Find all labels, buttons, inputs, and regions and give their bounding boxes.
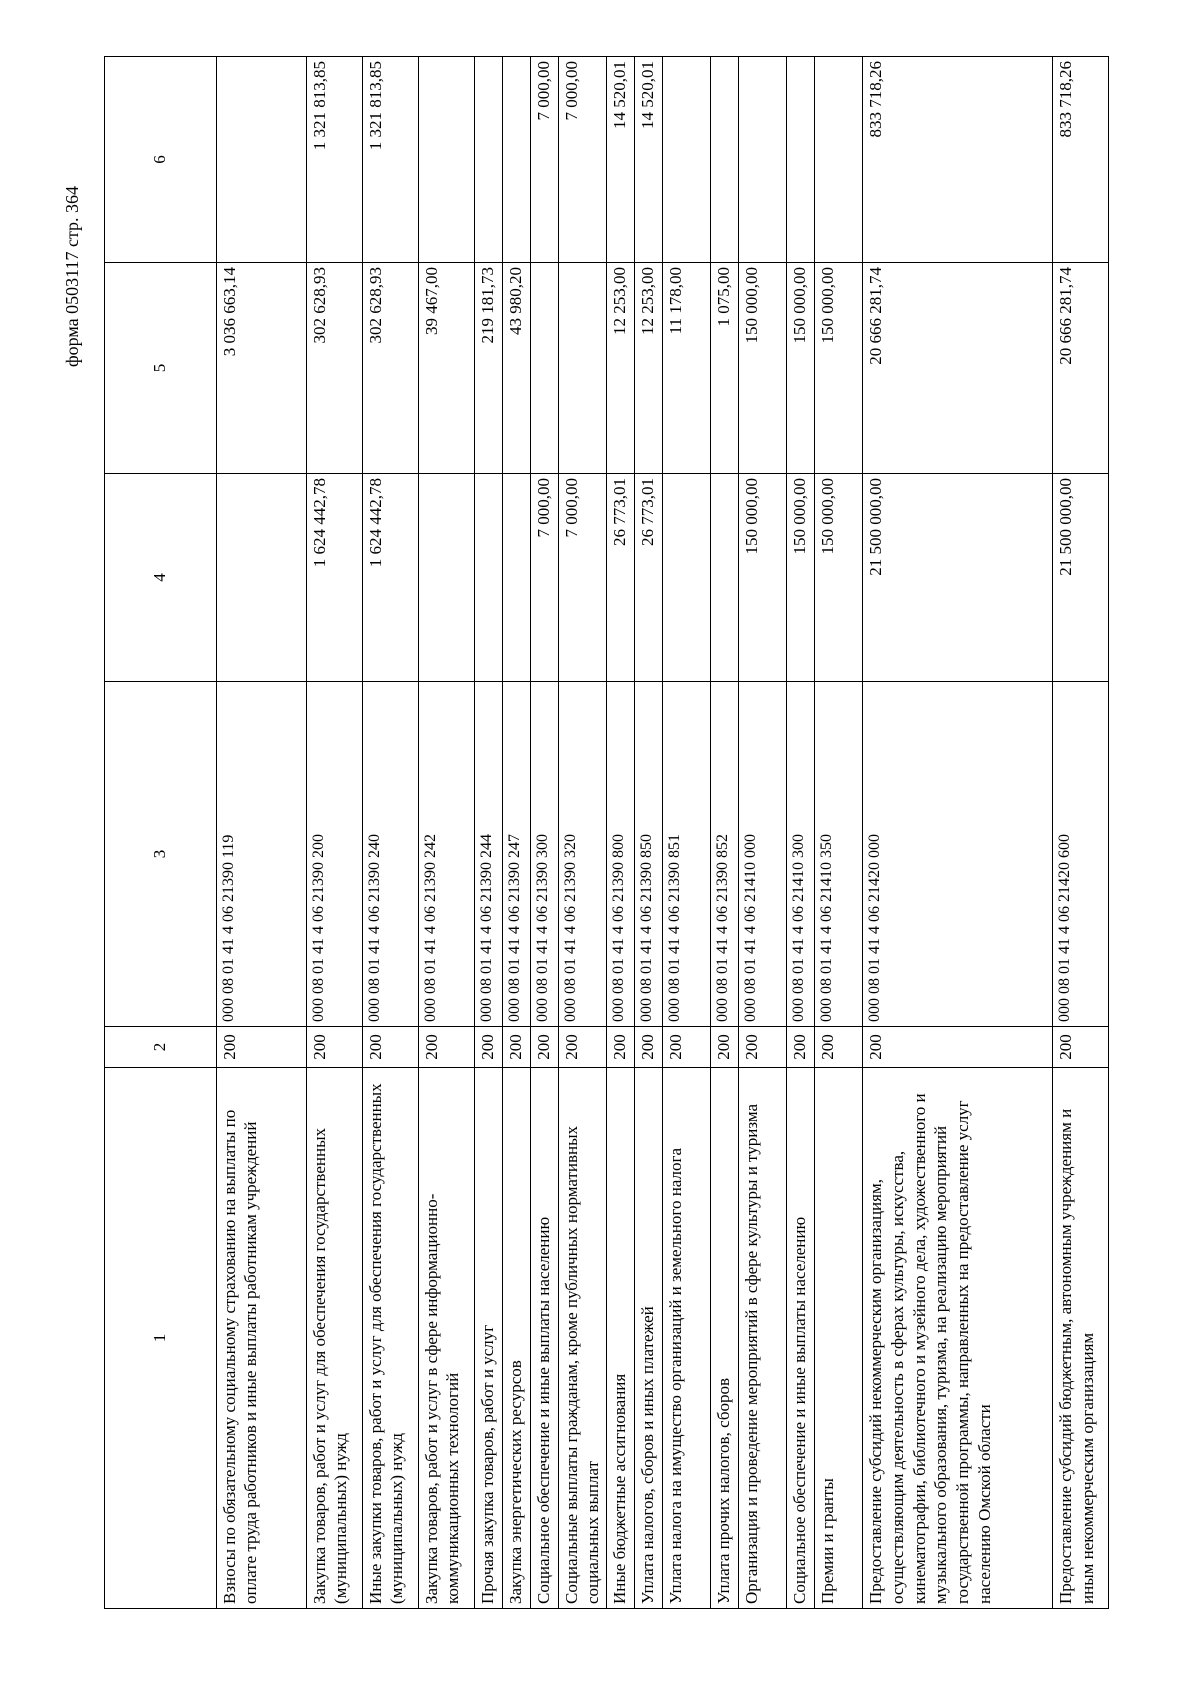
row-executed-amount: 150 000,00 [739, 263, 787, 474]
row-unexecuted-amount [502, 57, 530, 263]
row-classification-code: 000 08 01 41 4 06 21410 000 [739, 682, 787, 1027]
row-executed-amount: 3 036 663,14 [216, 263, 306, 474]
row-approved-amount: 7 000,00 [530, 474, 558, 682]
row-approved-amount: 1 624 442,78 [306, 474, 362, 682]
row-approved-amount: 26 773,01 [635, 474, 663, 682]
row-unexecuted-amount [739, 57, 787, 263]
table-row [530, 57, 558, 1609]
row-line-code: 200 [863, 1027, 1053, 1068]
row-executed-amount: 39 467,00 [418, 263, 474, 474]
row-unexecuted-amount: 14 520,01 [635, 57, 663, 263]
row-name: Премии и гранты [815, 1068, 863, 1609]
table-row [558, 57, 607, 1609]
row-unexecuted-amount: 833 718,26 [863, 57, 1053, 263]
column-number: 1 [105, 1068, 217, 1609]
table-row [863, 57, 1053, 1609]
row-approved-amount: 21 500 000,00 [1053, 474, 1109, 682]
row-approved-amount [474, 474, 502, 682]
row-unexecuted-amount [663, 57, 711, 263]
row-approved-amount [418, 474, 474, 682]
row-line-code: 200 [607, 1027, 635, 1068]
row-approved-amount: 21 500 000,00 [863, 474, 1053, 682]
row-executed-amount: 302 628,93 [306, 263, 362, 474]
row-executed-amount: 43 980,20 [502, 263, 530, 474]
row-approved-amount: 26 773,01 [607, 474, 635, 682]
row-executed-amount: 20 666 281,74 [1053, 263, 1109, 474]
column-number-row [105, 57, 217, 1609]
row-line-code: 200 [739, 1027, 787, 1068]
report-table [104, 56, 1109, 1609]
row-classification-code: 000 08 01 41 4 06 21390 320 [558, 682, 607, 1027]
row-unexecuted-amount: 1 321 813,85 [306, 57, 362, 263]
row-approved-amount: 1 624 442,78 [362, 474, 418, 682]
row-name: Предоставление субсидий некоммерческим организациям, осуществляющим деятельность в сферах культуры, искусства, кинематографии, библиотечного и музейного дела, художественного и музыкального образования, туризма, на реализацию мероприятий государственной программы, направленных на предоставление услуг населению Омской области [863, 1068, 1053, 1609]
table-row [362, 57, 418, 1609]
table-row [739, 57, 787, 1609]
row-unexecuted-amount: 833 718,26 [1053, 57, 1109, 263]
row-executed-amount: 219 181,73 [474, 263, 502, 474]
row-unexecuted-amount: 7 000,00 [558, 57, 607, 263]
row-line-code: 200 [502, 1027, 530, 1068]
row-executed-amount: 20 666 281,74 [863, 263, 1053, 474]
form-page-number: форма 0503117 стр. 364 [62, 185, 82, 367]
row-line-code: 200 [474, 1027, 502, 1068]
row-approved-amount [502, 474, 530, 682]
row-classification-code: 000 08 01 41 4 06 21390 240 [362, 682, 418, 1027]
row-line-code: 200 [362, 1027, 418, 1068]
row-classification-code: 000 08 01 41 4 06 21390 800 [607, 682, 635, 1027]
table-row [1053, 57, 1109, 1609]
row-approved-amount: 7 000,00 [558, 474, 607, 682]
row-line-code: 200 [530, 1027, 558, 1068]
table-row [502, 57, 530, 1609]
row-line-code: 200 [306, 1027, 362, 1068]
row-unexecuted-amount: 14 520,01 [607, 57, 635, 263]
row-line-code: 200 [216, 1027, 306, 1068]
row-name: Уплата налогов, сборов и иных платежей [635, 1068, 663, 1609]
row-name: Социальное обеспечение и иные выплаты населению [530, 1068, 558, 1609]
row-name: Организация и проведение мероприятий в сфере культуры и туризма [739, 1068, 787, 1609]
row-name: Иные бюджетные ассигнования [607, 1068, 635, 1609]
row-line-code: 200 [815, 1027, 863, 1068]
row-approved-amount [216, 474, 306, 682]
table-row [815, 57, 863, 1609]
row-name: Предоставление субсидий бюджетным, автономным учреждениям и иным некоммерческим организациям [1053, 1068, 1109, 1609]
row-line-code: 200 [787, 1027, 815, 1068]
row-classification-code: 000 08 01 41 4 06 21390 852 [711, 682, 739, 1027]
row-executed-amount: 12 253,00 [635, 263, 663, 474]
column-number: 6 [105, 57, 217, 263]
row-approved-amount: 150 000,00 [815, 474, 863, 682]
column-number: 3 [105, 682, 217, 1027]
row-executed-amount: 12 253,00 [607, 263, 635, 474]
row-classification-code: 000 08 01 41 4 06 21390 119 [216, 682, 306, 1027]
row-approved-amount [663, 474, 711, 682]
row-line-code: 200 [711, 1027, 739, 1068]
row-classification-code: 000 08 01 41 4 06 21390 244 [474, 682, 502, 1027]
row-approved-amount: 150 000,00 [787, 474, 815, 682]
table-row [787, 57, 815, 1609]
column-number: 5 [105, 263, 217, 474]
row-name: Уплата налога на имущество организаций и земельного налога [663, 1068, 711, 1609]
row-line-code: 200 [418, 1027, 474, 1068]
table-row [474, 57, 502, 1609]
table-row [607, 57, 635, 1609]
row-name: Социальное обеспечение и иные выплаты населению [787, 1068, 815, 1609]
table-row [306, 57, 362, 1609]
row-unexecuted-amount [787, 57, 815, 263]
row-classification-code: 000 08 01 41 4 06 21390 247 [502, 682, 530, 1027]
table-row [418, 57, 474, 1609]
row-name: Взносы по обязательному социальному страхованию на выплаты по оплате труда работников и иные выплаты работникам учреждений [216, 1068, 306, 1609]
row-executed-amount [558, 263, 607, 474]
row-unexecuted-amount: 7 000,00 [530, 57, 558, 263]
row-line-code: 200 [558, 1027, 607, 1068]
column-number: 2 [105, 1027, 217, 1068]
row-approved-amount [711, 474, 739, 682]
row-unexecuted-amount [474, 57, 502, 263]
table-row [663, 57, 711, 1609]
row-executed-amount: 150 000,00 [787, 263, 815, 474]
row-name: Прочая закупка товаров, работ и услуг [474, 1068, 502, 1609]
row-unexecuted-amount [815, 57, 863, 263]
row-classification-code: 000 08 01 41 4 06 21420 600 [1053, 682, 1109, 1027]
row-executed-amount: 302 628,93 [362, 263, 418, 474]
row-line-code: 200 [663, 1027, 711, 1068]
table-row [216, 57, 306, 1609]
table-row [635, 57, 663, 1609]
row-classification-code: 000 08 01 41 4 06 21390 242 [418, 682, 474, 1027]
row-classification-code: 000 08 01 41 4 06 21420 000 [863, 682, 1053, 1027]
row-line-code: 200 [635, 1027, 663, 1068]
row-name: Социальные выплаты гражданам, кроме публичных нормативных социальных выплат [558, 1068, 607, 1609]
row-executed-amount: 11 178,00 [663, 263, 711, 474]
row-classification-code: 000 08 01 41 4 06 21390 300 [530, 682, 558, 1027]
row-approved-amount: 150 000,00 [739, 474, 787, 682]
row-classification-code: 000 08 01 41 4 06 21410 350 [815, 682, 863, 1027]
row-name: Уплата прочих налогов, сборов [711, 1068, 739, 1609]
table-row [711, 57, 739, 1609]
row-unexecuted-amount [711, 57, 739, 263]
row-line-code: 200 [1053, 1027, 1109, 1068]
row-classification-code: 000 08 01 41 4 06 21390 200 [306, 682, 362, 1027]
row-name: Закупка товаров, работ и услуг для обеспечения государственных (муниципальных) нужд [306, 1068, 362, 1609]
column-number: 4 [105, 474, 217, 682]
row-executed-amount: 1 075,00 [711, 263, 739, 474]
row-name: Иные закупки товаров, работ и услуг для обеспечения государственных (муниципальных) нужд [362, 1068, 418, 1609]
row-classification-code: 000 08 01 41 4 06 21390 850 [635, 682, 663, 1027]
row-unexecuted-amount: 1 321 813,85 [362, 57, 418, 263]
row-classification-code: 000 08 01 41 4 06 21390 851 [663, 682, 711, 1027]
row-executed-amount [530, 263, 558, 474]
row-name: Закупка энергетических ресурсов [502, 1068, 530, 1609]
row-name: Закупка товаров, работ и услуг в сфере информационно-коммуникационных технологий [418, 1068, 474, 1609]
report-table-body [105, 57, 1109, 1609]
row-unexecuted-amount [216, 57, 306, 263]
row-executed-amount: 150 000,00 [815, 263, 863, 474]
row-unexecuted-amount [418, 57, 474, 263]
row-classification-code: 000 08 01 41 4 06 21410 300 [787, 682, 815, 1027]
